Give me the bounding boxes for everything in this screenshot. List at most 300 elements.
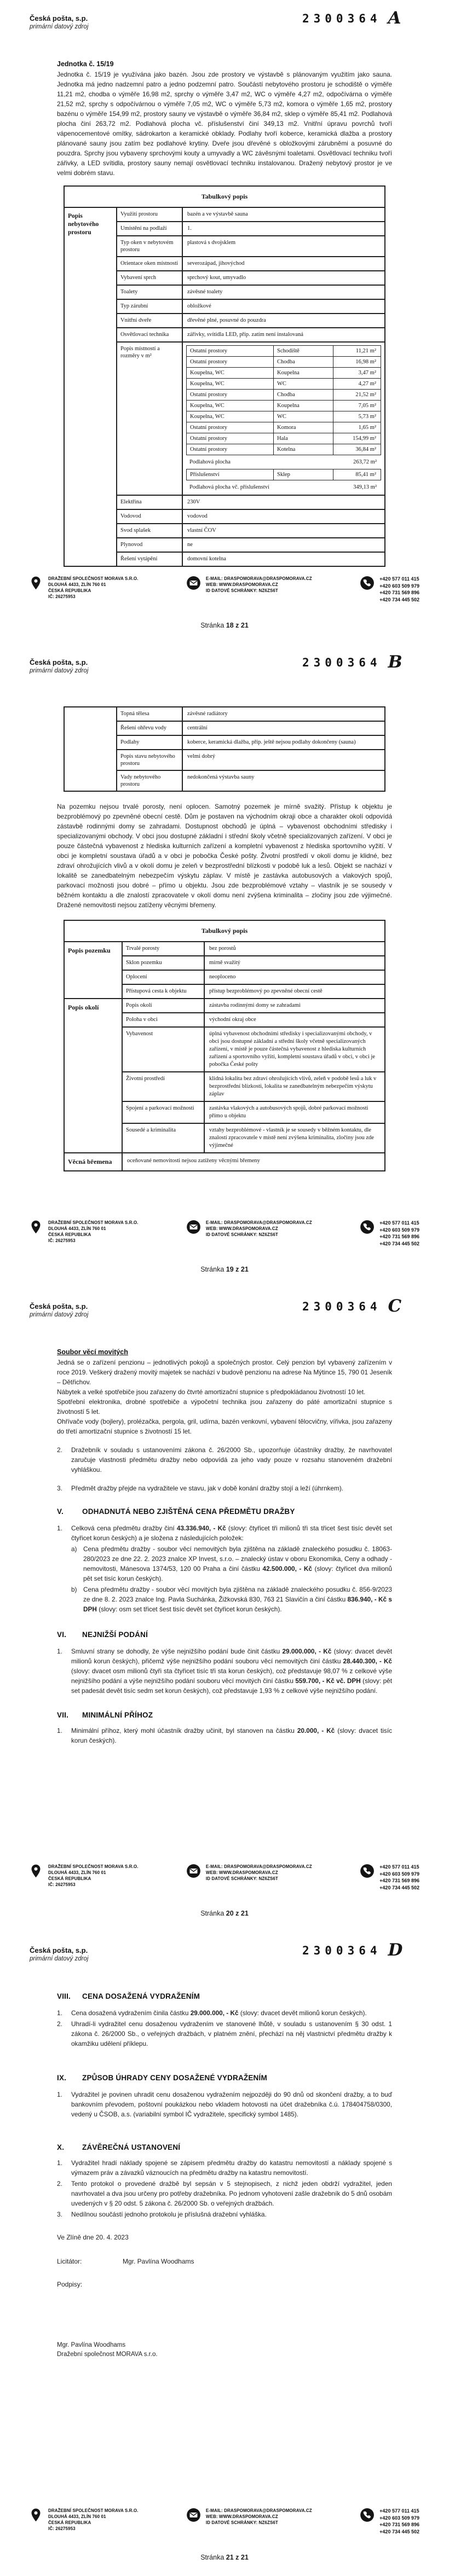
footer-phone-block (360, 1864, 419, 1891)
page-header (30, 1302, 88, 1318)
page-number-word: Stránka (200, 622, 225, 629)
room-name: Hala (274, 433, 333, 444)
minimum-bid-movables: 559.700, - Kč vč. DPH (295, 1677, 361, 1685)
row-value: domovní kotelna (187, 556, 226, 562)
item-number: 3. (57, 2211, 62, 2218)
text-part: Cena předmětu dražby - soubor věcí nemovitých byla zjištěna na základě znaleckého posudku č. 18063-280/2023 ze dne 22. 2. 2023 znalce XP Invest, s.r.o. – znalecký ústav v oboru Ekonomika, Ceny a odhady - nemovitosti, Mánesova 1374/53, 120 00 Praha a činí částku (83, 1545, 392, 1573)
room-category: Koupelna, WC (187, 411, 274, 422)
section-title: MINIMÁLNÍ PŘÍHOZ (82, 1711, 153, 1719)
page-number-value: 19 z 21 (226, 1266, 249, 1273)
footer-line: DRAŽEBNÍ SPOLEČNOST MORAVA S.R.O. (48, 1864, 139, 1869)
footer-line: DLOUHÁ 4433, ZLÍN 760 01 (48, 2514, 106, 2519)
room-name: Koupelna (274, 401, 333, 411)
footer-line: ID DATOVÉ SCHRÁNKY: NZ6ZS6T (205, 1232, 278, 1237)
stamp-number: 2300364 (302, 1300, 382, 1313)
footer-line: ID DATOVÉ SCHRÁNKY: NZ6ZS6T (205, 2520, 278, 2525)
table-row (117, 553, 384, 566)
footer-address-block (28, 2508, 139, 2532)
row-value: zářivky, svítidla LED, příp. zatím není instalovaná (187, 332, 303, 338)
text-part: (slovy: pět set padesát devět tisíc sedm set korun českých), což představuje 1,93 % z celkové výše nejnižšího podání. (71, 1677, 392, 1695)
row-key: Podlahy (117, 736, 183, 749)
page-footer (28, 2508, 419, 2535)
stamp-number: 2300364 (302, 656, 382, 669)
table-title: Tabulkový popis (65, 187, 384, 208)
room-category: Ostatní prostory (187, 390, 274, 400)
stamp-number: 2300364 (302, 1944, 382, 1957)
phone-number: +420 734 445 502 (379, 2528, 419, 2534)
footer-address-lines (48, 1220, 139, 1244)
row-value: neoploceno (209, 974, 236, 980)
footer-address-lines (48, 576, 139, 600)
room-category: Koupelna, WC (187, 401, 274, 411)
footer-phone-lines (379, 576, 419, 603)
room-category: Koupelna, WC (187, 379, 274, 389)
easements-value: oceňované nemovitosti nejsou zatíženy věcnými břemeny (127, 1158, 260, 1164)
section-x-heading (57, 2143, 392, 2151)
page-header (30, 14, 88, 30)
numbered-item (57, 2158, 392, 2178)
licitator-name: Mgr. Pavlína Woodhams (123, 2258, 194, 2265)
table-row (117, 271, 384, 286)
org-name: Česká pošta, s.p. (30, 14, 88, 22)
room-area: 11,21 m² (355, 348, 376, 354)
page-number (0, 1910, 449, 1917)
numbered-item (57, 1523, 392, 1543)
sub-item-b (71, 1585, 392, 1614)
sub-item-a (71, 1544, 392, 1583)
table-row (117, 300, 384, 314)
envelope-icon (186, 576, 201, 590)
table-row (117, 496, 384, 510)
page-a-body (57, 60, 392, 567)
section-title: ZÁVĚREČNÁ USTANOVENÍ (82, 2143, 181, 2151)
item-text (71, 1523, 392, 1543)
phone-icon (360, 1864, 375, 1878)
phone-number: +420 731 569 896 (379, 590, 419, 595)
footer-phone-lines (379, 2508, 419, 2535)
section-title: ODHADNUTÁ NEBO ZJIŠTĚNÁ CENA PŘEDMĚTU DRAŽBY (82, 1507, 295, 1516)
movables-paragraph: Nábytek a velké spotřebiče jsou zařazeny do čtvrté amortizační stupnice s předpokládanou životností 10 let. (57, 1388, 366, 1396)
table-row (123, 1102, 384, 1124)
surroundings-section-label: Popis okolí (65, 999, 123, 1152)
numbered-item (57, 1483, 392, 1493)
room-area: 16,98 m² (355, 359, 376, 365)
row-value: bez porostů (209, 945, 236, 952)
phone-number: +420 577 011 415 (379, 2508, 419, 2514)
org-name: Česká pošta, s.p. (30, 658, 88, 666)
footer-contact-lines (206, 2508, 312, 2526)
row-key: Poloha v obci (123, 1013, 205, 1026)
footer-line: DLOUHÁ 4433, ZLÍN 760 01 (48, 1226, 106, 1231)
room-row (187, 346, 381, 357)
unit-table-continued (64, 706, 385, 792)
floor-area-total-label: Podlahová plocha vč. příslušenství (189, 484, 269, 490)
room-row (187, 444, 381, 455)
row-key: Osvětlovací technika (117, 328, 183, 341)
surroundings-band (65, 999, 384, 1153)
phone-number: +420 603 509 979 (379, 1871, 419, 1877)
footer-line: WEB: WWW.DRASPOMORAVA.CZ (205, 1226, 278, 1231)
row-key: Vodovod (117, 510, 183, 523)
text-part: Minimální příhoz, který mohl účastník dražby učinit, byl stanoven na částku (71, 1727, 297, 1734)
text-part: Cena dosažená vydražením činila částku (71, 2009, 191, 2017)
row-value: klidná lokalita bez zdraví ohrožujících vlivů, zeleň v podobě lesů a luk v bezprostřední blízkosti, lokalita se zanedbatelným nebezpečím výskytu záplav (209, 1076, 377, 1097)
item-number: 2. (57, 2180, 62, 2188)
section-numeral: IX. (57, 2074, 67, 2082)
row-value: závěsné radiátory (187, 711, 228, 717)
floor-area-label: Podlahová plocha (189, 459, 231, 465)
accessory-category: Příslušenství (187, 469, 274, 480)
hammer-price: 29.000.000, - Kč (190, 2009, 239, 2017)
table-row (117, 538, 384, 553)
table-row (117, 222, 384, 236)
land-rows (123, 942, 384, 998)
unit-table (64, 185, 385, 567)
table-row (117, 208, 384, 222)
table-row (117, 524, 384, 538)
floor-area-total-value: 349,13 m² (353, 484, 377, 490)
item-text: Vydražitel hradí náklady spojené se zápisem předmětu dražby do katastru nemovitostí a náklady spojené s výmazem práv a závazků váznoucích na předmětu dražby na katastru nemovitostí. (71, 2159, 392, 2177)
footer-line: WEB: WWW.DRASPOMORAVA.CZ (205, 2514, 278, 2519)
phone-icon (360, 576, 375, 590)
phone-icon (360, 2508, 375, 2522)
land-table (64, 920, 385, 1171)
page-a (0, 0, 449, 644)
table-band (65, 707, 384, 791)
row-value: vodovod (187, 513, 208, 519)
stamp-letter: C (388, 1296, 402, 1316)
floor-area-total-line (186, 481, 381, 493)
item-text (71, 2008, 392, 2018)
table-rows-top (117, 208, 384, 343)
floor-area-value: 263,72 m² (353, 459, 377, 465)
reference-stamp (302, 1296, 402, 1316)
room-name: Koupelna (274, 368, 333, 378)
phone-number: +420 603 509 979 (379, 1227, 419, 1233)
minimum-bid-total: 29.000.000, - Kč (282, 1647, 332, 1655)
footer-address-lines (48, 2508, 139, 2532)
location-description: Na pozemku nejsou trvalé porosty, není oplocen. Samotný pozemek je mírně svažitý. Přístup k objektu je bezproblémový po zpevněné obecní cestě. Dům je postaven na východním okraji obce a charakter okolí odpovídá zástavbě rodinnými domy se zahradami. Dostupnost obchodů je úplná – vybavenost obchodními středisky i specializovanými obchody. V obci jsou dostupné základní i střední školy včetně specializovaných zařízení. V obci je pouze částečná vybavenost z hlediska kulturních zařízení a kompletní vybavenost z hlediska sportovního vyžití. V obci je kompletní soustava úřadů a v obci je pobočka České pošty. Životní prostředí v okolí domu je klidné, bez zdraví ohrožujících vlivů a v okolí domu je zeleň v bezprostřední blízkosti v podobě luk a lesů. Objekt se nachází v lokalitě se zanedbatelným nebezpečím výskytu záplav. V místě je zastávka autobusových a vlakových spojů, parkovací možnosti jsou dobré – přímo u objektu. Jsou zde bezproblémové vztahy – vlastník je se sousedy v běžném kontaktu a dle znalostí zpracovatele v okolí domu není zvýšena kriminalita – zločiny jsou zde výjimečné. Dražené nemovitosti nejsou zatíženy věcnými břemeny. (57, 803, 392, 909)
room-area: 3,47 m² (358, 370, 376, 376)
row-value: sprchový kout, umyvadlo (187, 275, 246, 281)
floor-area-line (186, 456, 381, 468)
item-number: 2. (57, 1446, 62, 1454)
row-value: obložkové (187, 303, 211, 309)
phone-icon (360, 1220, 375, 1234)
room-row (187, 411, 381, 422)
numbered-item (57, 2179, 392, 2208)
table-row (117, 328, 384, 343)
signature-line: Dražební společnost MORAVA s.r.o. (57, 2351, 158, 2358)
envelope-icon (186, 2508, 201, 2522)
accessory-area: 85,41 m² (355, 472, 376, 478)
footer-line: WEB: WWW.DRASPOMORAVA.CZ (205, 582, 278, 587)
table-row (123, 971, 384, 985)
numbered-item (57, 2019, 392, 2049)
movables-paragraph: Ohřívače vody (bojlery), prolézačka, pergola, gril, udírna, bazén venkovní, vybavení tělocvičny, vířivka, jsou zařazeny do třetí amortizační stupnice s životností 15 let. (57, 1418, 392, 1435)
rooms-table (186, 345, 381, 455)
row-key: Topná tělesa (117, 707, 183, 721)
section-vii-heading (57, 1711, 392, 1719)
minimum-bid-immovables: 28.440.300, - Kč (343, 1657, 392, 1665)
unit-description: Jednotka č. 15/19 je využívána jako bazén. Jsou zde prostory ve výstavbě s plánovaným využitím jako sauna. Jednotka má jedno nadzemní patro a jedno podzemní patro. Součástí nebytového prostoru je schodiště o výměře 11,21 m2, chodba o výměře 16,98 m2, sprchy o výměře 3,47 m2, WC o výměře 4,27 m2, odpočívárna o výměře 21,52 m2, sprchy s odpočívárnou o výměře 7,05 m2, WC o výměře 5,73 m2, komora o výměře 1,65 m2, prostory bazénu o výměře 154,99 m2, prostory sauny ve výstavbě o výměře 36,84 m2, sklep o výměře 85,41 m2. Podlahová plocha činí 263,72 m2. Podlahová plocha vč. příslušenství činí 349,13 m2. Vnitřní úpravu povrchů tvoří vápenocementové omítky, sádrokarton a keramické obklady. Podlahy tvoří koberce, keramická dlažba a prostory plánované sauny jsou zatím bez podlahové krytiny. Dveře jsou dřevěné s obložkovými zárubněmi a posuvné do pouzdra. Sprchy jsou vybaveny sprchovými kouty a umyvadly a WC závěsnými toaletami. Osvětlovací techniku tvoří zářivky, a LED svítidla, prostory sauny nemají osvětlovací techniku instalovanou. Dražený nebytový prostor je ve velmi dobrém stavu. (57, 71, 392, 177)
item-number: 1. (57, 2009, 62, 2017)
table-row (123, 1072, 384, 1102)
item-text: Vydražitel je povinen uhradit cenu dosaženou vydražením nejpozději do 90 dnů od skončení dražby, a to buď bankovním převodem, poštovní poukázkou nebo vkladem hotovosti na účet dražebníka č.ú. 178404758/0300, vedený u ČSOB, a.s. (variabilní symbol IČ vydražitele, specifický symbol 1485). (71, 2091, 392, 2118)
phone-number: +420 603 509 979 (379, 2515, 419, 2521)
text-part: (slovy: osm set třicet šest tisíc devět set čtyřicet korun českých). (96, 1605, 282, 1613)
row-key: Popis okolí (123, 999, 205, 1012)
table-row (117, 236, 384, 257)
table-row (123, 1124, 384, 1152)
row-key: Využití prostoru (117, 208, 183, 221)
footer-phone-lines (379, 1220, 419, 1247)
row-key: Spojení a parkovací možnosti (123, 1102, 205, 1123)
item-number: 1. (57, 1647, 62, 1655)
land-section-label: Popis pozemku (65, 942, 123, 998)
text-part: (slovy: dvacet osm milionů čtyři sta čtyřicet tisíc tři sta korun českých), což představuje 98,07 % z celkové výše nejnižšího podání a výše nejnižšího podání souboru věcí movitých činí částku (71, 1667, 392, 1685)
item-text (83, 1585, 392, 1614)
phone-number: +420 577 011 415 (379, 1220, 419, 1226)
page-footer (28, 1864, 419, 1891)
footer-contact-lines (206, 1220, 312, 1238)
room-category: Ostatní prostory (187, 346, 274, 356)
page-footer (28, 1220, 419, 1247)
footer-line: DRAŽEBNÍ SPOLEČNOST MORAVA S.R.O. (48, 1220, 139, 1225)
land-band (65, 942, 384, 999)
footer-contact-lines (206, 1864, 312, 1882)
footer-line: DLOUHÁ 4433, ZLÍN 760 01 (48, 1870, 106, 1875)
page-number-value: 21 z 21 (226, 2554, 249, 2561)
room-area: 21,52 m² (355, 392, 376, 398)
footer-address-block (28, 576, 139, 600)
phone-number: +420 734 445 502 (379, 596, 419, 602)
table-title: Tabulkový popis (65, 921, 384, 942)
rooms-row (117, 343, 384, 496)
org-subtitle: primární datový zdroj (30, 1956, 89, 1962)
row-key: Typ oken v nebytovém prostoru (117, 236, 183, 256)
text-part: Smluvní strany se dohodly, že výše nejnižšího podání bude činit částku (71, 1647, 283, 1655)
text-part: Cena předmětu dražby - soubor věcí movitých byla zjištěna na základě znaleckého posudku č. 856-9/2023 ze dne 8. 2. 2023 znalce Ing. Pavla Suchánka, Žižkovská 830, 763 21 Slavičín a činí částku (83, 1586, 392, 1603)
row-value: vlastní ČOV (187, 527, 216, 533)
envelope-icon (186, 1864, 201, 1878)
footer-contact-lines (206, 576, 312, 594)
room-area: 7,05 m² (358, 403, 376, 409)
footer-line: DLOUHÁ 4433, ZLÍN 760 01 (48, 582, 106, 587)
row-key: Typ zárubní (117, 300, 183, 313)
footer-line: ID DATOVÉ SCHRÁNKY: NZ6ZS6T (205, 1876, 278, 1881)
room-area: 36,84 m² (355, 446, 376, 452)
section-numeral: VI. (57, 1631, 67, 1639)
page-number (0, 622, 449, 629)
row-key: Vnitřní dveře (117, 314, 183, 327)
row-value: vztahy bezproblémové - vlastník je se sousedy v běžném kontaktu, dle znalostí zpracovatele v místě není zvýšena kriminalita, zločiny jsou zde výjimečné (209, 1127, 374, 1148)
page-c-body (57, 1348, 392, 1745)
table-row (123, 956, 384, 971)
table-row (123, 1013, 384, 1028)
room-category: Koupelna, WC (187, 368, 274, 378)
page-d (0, 1932, 449, 2576)
accessory-row (187, 469, 381, 480)
table-row (117, 722, 384, 736)
section-vi-heading (57, 1631, 392, 1639)
row-value: úplná vybavenost obchodními středisky i specializovanými obchody, v obci jsou dostupné základní a střední školy včetně specializovaných zařízení, v místě je pouze částečná vybavenost z hlediska kulturních zařízení a sportovního vyžití, kompletní soustava úřadů v obci, v obci je pobočka České pošty (209, 1031, 375, 1067)
footer-contact-block (186, 2508, 312, 2526)
footer-line: E-MAIL: DRASPOMORAVA@DRASPOMORAVA.CZ (205, 576, 312, 581)
stamp-letter: B (388, 652, 402, 672)
room-name: WC (274, 379, 333, 389)
section-title: CENA DOSAŽENÁ VYDRAŽENÍM (82, 1992, 200, 2000)
item-text (83, 1544, 392, 1583)
footer-line: ČESKÁ REPUBLIKA (48, 588, 91, 593)
footer-line: WEB: WWW.DRASPOMORAVA.CZ (205, 1870, 278, 1875)
item-text: Dražebník v souladu s ustanoveními zákona č. 26/2000 Sb., upozorňuje účastníky dražby, že navrhovatel zaručuje vlastnosti předmětu dražby nebo odpovídá za jeho vady pouze v rozsahu stanoveném dražební vyhláškou. (71, 1446, 392, 1473)
text-part: (slovy: dvacet devět milionů korun českých), přičemž výše nejnižšího podání souboru věcí nemovitých činí částku (71, 1647, 392, 1665)
item-text: Nedílnou součástí jednoho protokolu je příslušná dražební vyhláška. (71, 2211, 267, 2218)
row-key: Životní prostředí (123, 1072, 205, 1101)
footer-phone-lines (379, 1864, 419, 1891)
table-row (117, 510, 384, 524)
footer-contact-block (186, 576, 312, 594)
phone-number: +420 734 445 502 (379, 1240, 419, 1246)
table-row (117, 736, 384, 750)
footer-line: IČ: 26275953 (48, 2526, 76, 2531)
page-header (30, 1946, 88, 1962)
movables-heading: Soubor věcí movitých (57, 1348, 128, 1356)
footer-address-block (28, 1220, 139, 1244)
price-immovables: 42.500.000, - Kč (262, 1565, 312, 1573)
table-row (117, 750, 384, 771)
table-row (117, 314, 384, 328)
table-row (117, 286, 384, 300)
minimum-increment: 20.000, - Kč (297, 1727, 335, 1734)
page-number-value: 20 z 21 (226, 1910, 249, 1917)
room-row (187, 401, 381, 411)
signature-block (57, 2341, 392, 2359)
footer-line: E-MAIL: DRASPOMORAVA@DRASPOMORAVA.CZ (205, 1220, 312, 1225)
stamp-letter: A (388, 8, 401, 28)
surroundings-rows (123, 999, 384, 1152)
item-number: 3. (57, 1484, 62, 1492)
phone-number: +420 731 569 896 (379, 1878, 419, 1883)
room-category: Ostatní prostory (187, 433, 274, 444)
org-subtitle: primární datový zdroj (30, 668, 89, 674)
table-row (117, 707, 384, 722)
item-text: Předmět dražby přejde na vydražitele ve stavu, jak v době konání dražby stojí a leží (úhrnkem). (71, 1484, 344, 1492)
numbered-item (57, 1445, 392, 1475)
text-part: (slovy: dvacet tisíc korun českých). (71, 1727, 392, 1744)
footer-phone-block (360, 1220, 419, 1247)
stamp-letter: D (388, 1940, 403, 1960)
table-rows (117, 707, 384, 791)
text-part: Celková cena předmětu dražby činí (71, 1524, 177, 1532)
table-row (123, 985, 384, 998)
org-name: Česká pošta, s.p. (30, 1946, 88, 1954)
phone-number: +420 734 445 502 (379, 1884, 419, 1890)
page-number-word: Stránka (200, 2554, 225, 2561)
page-header (30, 658, 88, 674)
text-part: (slovy: čtyřicet tři milionů tři sta třicet šest tisíc devět set čtyřicet korun českých) a je složena z následujících položek: (71, 1524, 392, 1542)
section-numeral: X. (57, 2143, 65, 2151)
item-number: 1. (57, 2091, 62, 2098)
location-pin-icon (28, 1864, 43, 1878)
reference-stamp (302, 1940, 403, 1960)
section-numeral: VIII. (57, 1992, 71, 2000)
page-number-word: Stránka (200, 1266, 225, 1273)
row-key: Sousedé a kriminalita (123, 1124, 205, 1152)
section-label-empty (65, 707, 117, 791)
page-number (0, 2554, 449, 2561)
footer-line: ČESKÁ REPUBLIKA (48, 1232, 91, 1237)
text-part: (slovy: čtyřicet dva milionů pět set tisíc korun českých). (83, 1565, 392, 1582)
price-movables: 836.940, - Kč s DPH (83, 1596, 392, 1613)
footer-line: E-MAIL: DRASPOMORAVA@DRASPOMORAVA.CZ (205, 1864, 312, 1869)
section-numeral: VII. (57, 1711, 69, 1719)
row-key: Elektřina (117, 496, 183, 509)
footer-line: IČ: 26275953 (48, 1238, 76, 1243)
price-total: 43.336.940, - Kč (176, 1524, 226, 1532)
movables-paragraph: Spotřební elektronika, drobné spotřebiče a výpočetní technika jsou zařazeny do páté amortizační stupnice s životností 5 let. (57, 1398, 392, 1415)
reference-stamp (302, 652, 402, 672)
item-text: Tento protokol o provedené dražbě byl sepsán v 5 stejnopisech, z nichž jeden obdrží vydražitel, jeden navrhovatel a dva jsou určeny pro potřeby dražebníka. Po jednom vyhotovení zašle dražebník do 5 dnů osobám uvedených v § 20 odst. 5 zákona č. 26/2000 Sb. o veřejných dražbách. (71, 2180, 392, 2207)
row-key: Přístupová cesta k objektu (123, 985, 205, 998)
room-row (187, 368, 381, 379)
rooms-label: Popis místností a rozměry v m² (117, 343, 183, 495)
easements-band (65, 1153, 384, 1170)
section-label: Popis nebytového prostoru (65, 208, 117, 566)
footer-phone-block (360, 576, 419, 603)
item-text: Uhradí-li vydražitel cenu dosaženou vydražením ve stanovené lhůtě, v souladu s ustanovením § 30 odst. 1 zákona č. 26/2000 Sb., o veřejných dražbách, v platném znění, přechází na něj vlastnictví předmětu dražby k okamžiku udělení příklepu. (71, 2020, 392, 2047)
row-key: Toalety (117, 286, 183, 299)
table-band (65, 208, 384, 566)
section-numeral: V. (57, 1507, 64, 1516)
footer-line: ČESKÁ REPUBLIKA (48, 1876, 91, 1881)
row-value: přístup bezproblémový po zpevněné obecní cestě (209, 988, 323, 994)
row-value: závěsné toalety (187, 289, 223, 295)
table-row (123, 999, 384, 1013)
envelope-icon (186, 1220, 201, 1234)
item-number: 2. (57, 2020, 62, 2028)
page-c (0, 1288, 449, 1932)
table-rows-bottom (117, 496, 384, 566)
footer-address-block (28, 1864, 139, 1888)
movables-paragraph: Jedná se o zařízení penzionu – jednotlivých pokojů a společných prostor. Celý penzion byl vybavený zařízením v roce 2019. Veškerý dražený movitý majetek se nachází v budově penzionu na adrese Na Mýtince 15, 790 01 Jeseník – Dětřichov. (57, 1359, 392, 1386)
row-key: Sklon pozemku (123, 956, 205, 970)
section-title: ZPŮSOB ÚHRADY CENY DOSAŽENÉ VYDRAŽENÍM (82, 2074, 267, 2082)
section-v-heading (57, 1507, 392, 1516)
phone-number: +420 731 569 896 (379, 2522, 419, 2527)
row-key: Vybavenost (123, 1028, 205, 1071)
phone-number: +420 577 011 415 (379, 576, 419, 582)
room-name: Chodba (274, 390, 333, 400)
numbered-item (57, 1726, 392, 1745)
item-number: 1. (57, 1727, 62, 1734)
org-subtitle: primární datový zdroj (30, 24, 89, 30)
sub-item-marker: b) (71, 1586, 77, 1593)
row-key: Řešení vytápění (117, 553, 183, 566)
phone-number: +420 731 569 896 (379, 1234, 419, 1239)
footer-line: IČ: 26275953 (48, 594, 76, 599)
row-value: 230V (187, 499, 200, 505)
room-area: 1,65 m² (358, 425, 376, 431)
page-b-body (57, 706, 392, 1171)
footer-phone-block (360, 2508, 419, 2535)
licitator-line (57, 2258, 392, 2265)
phone-number: +420 603 509 979 (379, 583, 419, 589)
room-category: Ostatní prostory (187, 357, 274, 367)
unit-title: Jednotka č. 15/19 (57, 60, 114, 68)
row-value: ne (187, 542, 193, 548)
